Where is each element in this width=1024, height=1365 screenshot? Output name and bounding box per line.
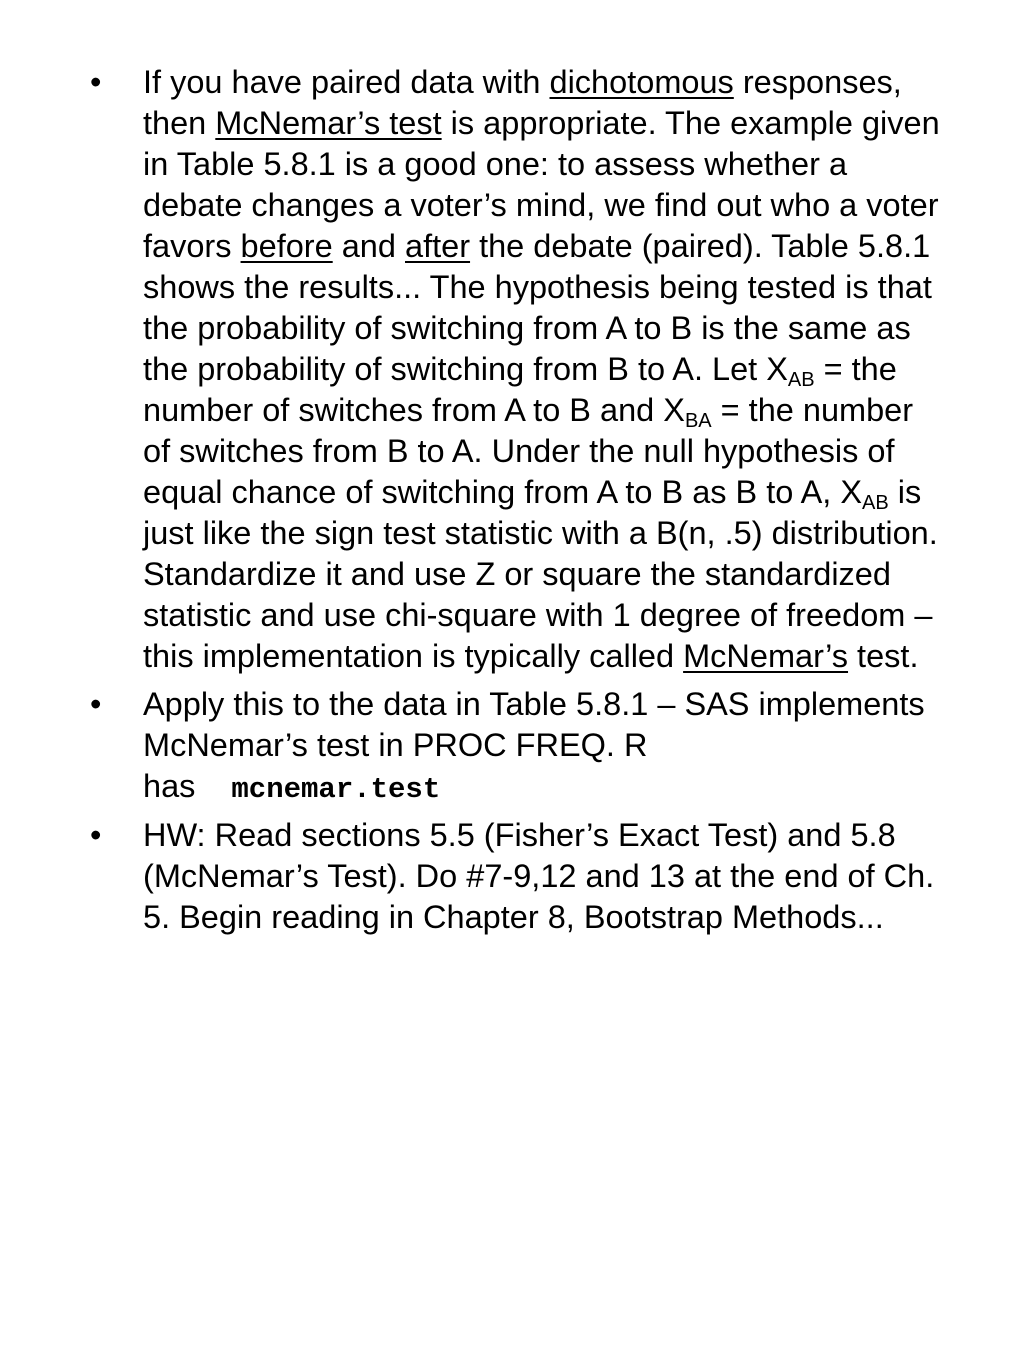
underlined-term-mcnemars-test: McNemar’s test <box>215 105 442 141</box>
bullet-text: If you have paired data with dichotomous responses, then McNemar’s test is appropriate. The example given in Table 5.8.1 is a good one: to assess whether a debate changes a voter’s mind, we find out who a voter favors before and after the debate (paired). Table 5.8.1 shows the results... The hypothesis being tested is that the probability of switching from A to B is the same as the probability of switching from B to A. Let $X_{AB}$ = the number of switches from A to B and $X_{BA}$ = the number of switches from B to A. Under the null hypothesis of equal chance of switching from A to B as B to A, $X_{AB}$ is just like the sign test statistic with a B(n, .5) distribution. Standardize it and use Z or square the standardized statistic and use chi-square with 1 degree of freedom – this implementation is typically called McNemar’s test. <box>143 64 940 674</box>
underlined-term-mcnemars: McNemar’s <box>683 638 849 674</box>
bullet-list <box>90 62 940 945</box>
bullet-item-homework <box>90 815 940 938</box>
underlined-term-after: after <box>405 228 471 264</box>
bullet-item-apply-sas-r <box>90 684 940 810</box>
bullet-text: Apply this to the data in Table 5.8.1 – SAS implements McNemar’s test in PROC FREQ. R has mcnemar.test <box>143 686 925 806</box>
bullet-icon: • <box>90 686 102 722</box>
underlined-term-before: before <box>240 228 333 264</box>
subscript-ab: AB <box>787 369 815 391</box>
bullet-icon: • <box>90 817 102 853</box>
bullet-text: HW: Read sections 5.5 (Fisher’s Exact Test) and 5.8 (McNemar’s Test). Do #7-9,12 and 13 at the end of Ch. 5. Begin reading in Chapter 8, Bootstrap Methods... <box>143 817 935 935</box>
underlined-term-dichotomous: dichotomous <box>549 64 734 100</box>
code-mcnemar-test: mcnemar.test <box>231 773 441 806</box>
subscript-ba: BA <box>684 410 712 432</box>
bullet-icon: • <box>90 64 102 100</box>
bullet-item-mcnemar-intro <box>90 62 940 677</box>
subscript-ab: AB <box>862 492 889 514</box>
